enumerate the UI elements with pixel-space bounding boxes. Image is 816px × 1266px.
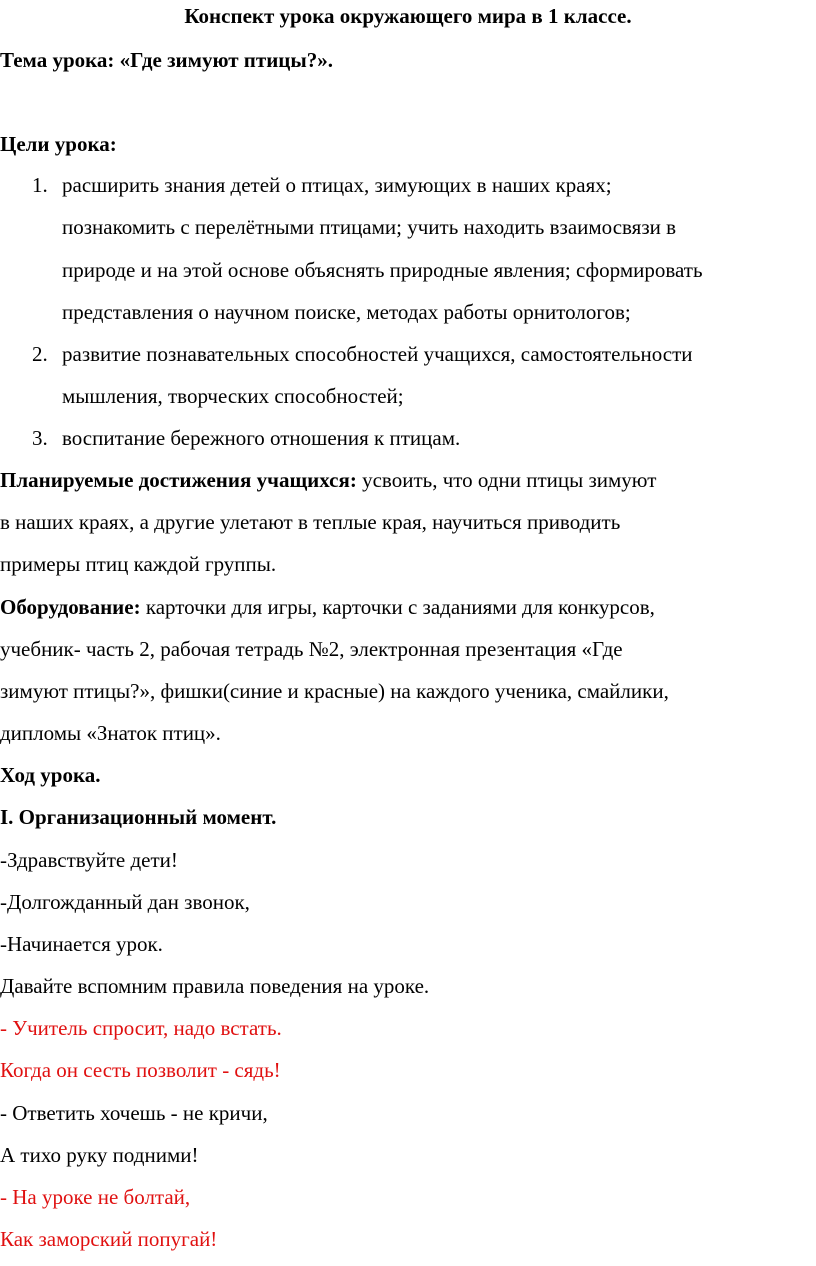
equipment-text: карточки для игры, карточки с заданиями для конкурсов, xyxy=(140,595,655,619)
goal-number: 2. xyxy=(32,342,48,366)
achievements-label: Планируемые достижения учащихся: xyxy=(0,468,357,492)
goal-line: представления о научном поиске, методах работы орнитологов; xyxy=(62,300,631,324)
achievements-paragraph xyxy=(0,466,656,494)
dialog-line-highlight: Как заморский попугай! xyxy=(0,1227,218,1251)
dialog-line-highlight: - Учитель спросит, надо встать. xyxy=(0,1016,282,1040)
goals-heading: Цели урока: xyxy=(0,132,117,156)
equipment-paragraph xyxy=(0,593,655,621)
goal-line: воспитание бережного отношения к птицам. xyxy=(62,426,461,450)
dialog-line: - Ответить хочешь - не кричи, xyxy=(0,1101,268,1125)
document-title: Конспект урока окружающего мира в 1 классе. xyxy=(184,4,632,28)
lesson-progress-heading: Ход урока. xyxy=(0,763,101,787)
dialog-line: А тихо руку подними! xyxy=(0,1143,199,1167)
goal-line: природе и на этой основе объяснять природные явления; сформировать xyxy=(62,258,703,282)
equipment-label: Оборудование: xyxy=(0,595,141,619)
dialog-line: -Долгожданный дан звонок, xyxy=(0,890,250,914)
section-heading: I. Организационный момент. xyxy=(0,805,277,829)
equipment-line: дипломы «Знаток птиц». xyxy=(0,721,221,745)
equipment-line: зимуют птицы?», фишки(синие и красные) на каждого ученика, смайлики, xyxy=(0,679,669,703)
achievements-line: в наших краях, а другие улетают в теплые края, научиться приводить xyxy=(0,510,621,534)
equipment-line: учебник- часть 2, рабочая тетрадь №2, электронная презентация «Где xyxy=(0,637,623,661)
goal-line: развитие познавательных способностей учащихся, самостоятельности xyxy=(62,342,693,366)
dialog-line-highlight: Когда он сесть позволит - сядь! xyxy=(0,1058,281,1082)
dialog-line: Давайте вспомним правила поведения на уроке. xyxy=(0,974,430,998)
dialog-line: -Начинается урок. xyxy=(0,932,163,956)
achievements-text: усвоить, что одни птицы зимуют xyxy=(356,468,657,492)
goal-number: 1. xyxy=(32,173,48,197)
lesson-topic: Тема урока: «Где зимуют птицы?». xyxy=(0,48,334,72)
goal-number: 3. xyxy=(32,426,48,450)
dialog-line-highlight: - На уроке не болтай, xyxy=(0,1185,191,1209)
dialog-line: -Здравствуйте дети! xyxy=(0,848,178,872)
goal-line: познакомить с перелётными птицами; учить находить взаимосвязи в xyxy=(62,215,677,239)
achievements-line: примеры птиц каждой группы. xyxy=(0,552,277,576)
goal-line: расширить знания детей о птицах, зимующих в наших краях; xyxy=(62,173,612,197)
goal-line: мышления, творческих способностей; xyxy=(62,384,404,408)
